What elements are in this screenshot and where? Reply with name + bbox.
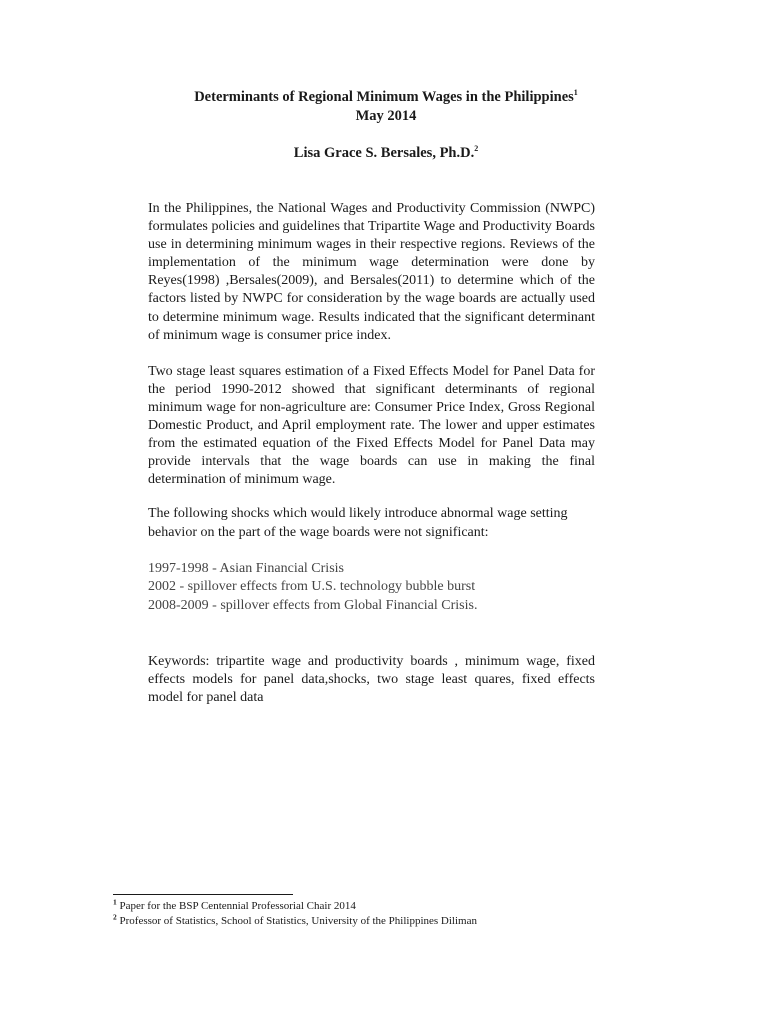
keywords-paragraph: Keywords: tripartite wage and productivity boards , minimum wage, fixed effects models for panel data,shocks, two stage least quares, fixed effects model for panel data (148, 654, 595, 706)
shocks-list (148, 560, 595, 616)
list-item: 2002 - spillover effects from U.S. technology bubble burst (148, 579, 476, 595)
author-name: Lisa Grace S. Bersales, Ph.D. (293, 145, 475, 161)
footnote-2 (113, 911, 673, 929)
title-block (0, 88, 768, 163)
paragraph-shocks-intro: The following shocks which would likely introduce abnormal wage setting behavior on the part of the wage boards were not significant: (148, 506, 568, 540)
paper-date: May 2014 (355, 108, 417, 124)
footnote-1 (113, 899, 673, 914)
title-footnote-marker: 1 (573, 88, 578, 98)
list-item: 1997-1998 - Asian Financial Crisis (148, 560, 344, 576)
footnote-1-marker: 1 (113, 897, 117, 907)
paper-title-line (0, 88, 768, 107)
author-footnote-marker: 2 (474, 144, 479, 154)
paper-title: Determinants of Regional Minimum Wages in the Philippines (194, 89, 574, 105)
list-item: 2008-2009 - spillover effects from Global Financial Crisis. (148, 597, 478, 613)
author-line (0, 144, 768, 163)
paragraph-intro: In the Philippines, the National Wages and Productivity Commission (NWPC) formulates policies and guidelines that Tripartite Wage and Productivity Boards use in determining minimum wages in their respective regions. Reviews of the implementation of the minimum wage determination were done by Reyes(1998) ,Bersales(2009), and Bersales(2011) to determine which of the factors listed by NWPC for consideration by the wage boards are actually used to determine minimum wage. Results indicated that the significant determinant of minimum wage is consumer price index. (148, 201, 595, 343)
footnote-2-marker: 2 (113, 911, 117, 921)
footnote-1-text: Paper for the BSP Centennial Professorial Chair 2014 (119, 900, 356, 912)
footnote-2-text: Professor of Statistics, School of Statistics, University of the Philippines Diliman (119, 914, 477, 927)
footnotes (113, 899, 673, 928)
abstract-body (148, 200, 595, 707)
footnote-divider (113, 894, 293, 895)
paragraph-estimation: Two stage least squares estimation of a Fixed Effects Model for Panel Data for the period 1990-2012 showed that significant determinants of regional minimum wage for non-agriculture are: Consumer Price Index, Gross Regional Domestic Product, and April employment rate. The lower and upper estimates from the estimated equation of the Fixed Effects Model for Panel Data may provide intervals that the wage boards can use in making the final determination of minimum wage. (148, 363, 595, 488)
